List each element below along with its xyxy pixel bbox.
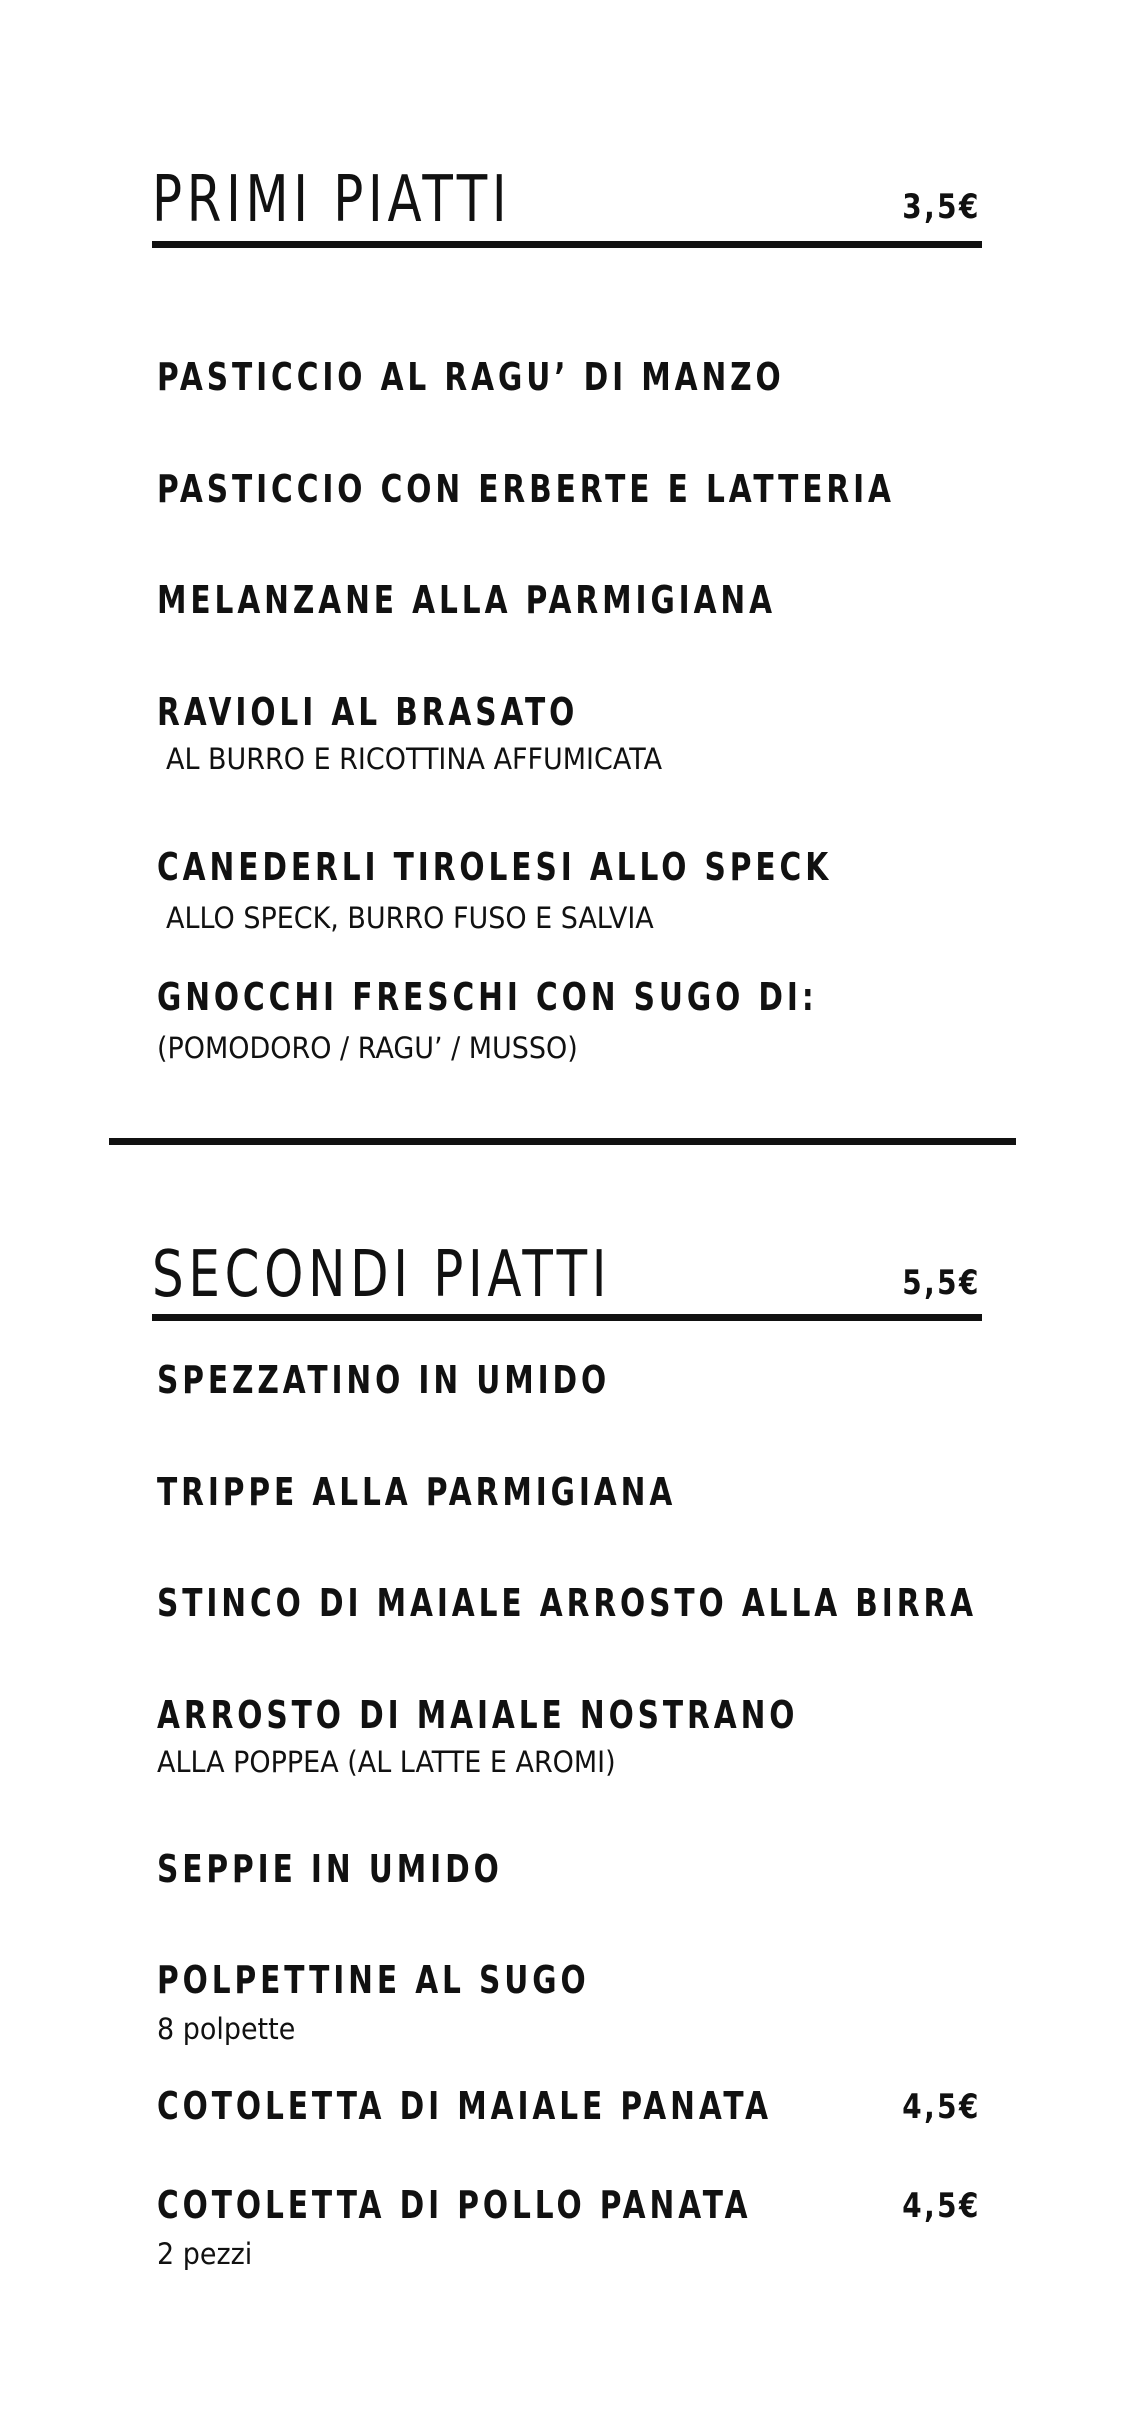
menu-item-name: COTOLETTA DI MAIALE PANATA [157, 2084, 773, 2128]
menu-item-description: 8 polpette [157, 2012, 296, 2046]
menu-item-description: 2 pezzi [157, 2237, 253, 2271]
menu-item-description: AL BURRO E RICOTTINA AFFUMICATA [166, 742, 663, 776]
menu-item-name: STINCO DI MAIALE ARROSTO ALLA BIRRA [157, 1581, 978, 1625]
section-underline-secondi-piatti [152, 1314, 982, 1321]
menu-item-price: 4,5€ [902, 2186, 981, 2226]
menu-item-name: RAVIOLI AL BRASATO [157, 690, 579, 734]
section-price-secondi-piatti: 5,5€ [902, 1263, 981, 1303]
menu-item-name: PASTICCIO CON ERBERTE E LATTERIA [157, 467, 895, 511]
menu-item-description: ALLA POPPEA (AL LATTE E AROMI) [157, 1745, 616, 1779]
menu-item-name: COTOLETTA DI POLLO PANATA [157, 2183, 752, 2227]
menu-item-name: MELANZANE ALLA PARMIGIANA [157, 578, 776, 622]
menu-item-price: 4,5€ [902, 2087, 981, 2127]
menu-item-name: TRIPPE ALLA PARMIGIANA [157, 1470, 677, 1514]
section-divider [109, 1138, 1016, 1145]
menu-item-description: (POMODORO / RAGU’ / MUSSO) [157, 1031, 578, 1065]
menu-item-description: ALLO SPECK, BURRO FUSO E SALVIA [166, 901, 654, 935]
menu-item-name: POLPETTINE AL SUGO [157, 1958, 590, 2002]
menu-item-name: PASTICCIO AL RAGU’ DI MANZO [157, 355, 785, 399]
menu-item-name: SPEZZATINO IN UMIDO [157, 1358, 611, 1402]
menu-item-name: SEPPIE IN UMIDO [157, 1847, 503, 1891]
section-price-primi-piatti: 3,5€ [902, 187, 981, 227]
menu-item-name: ARROSTO DI MAIALE NOSTRANO [157, 1693, 799, 1737]
section-title-primi-piatti: PRIMI PIATTI [152, 163, 512, 237]
menu-item-name: GNOCCHI FRESCHI CON SUGO DI: [157, 975, 818, 1019]
menu-item-name: CANEDERLI TIROLESI ALLO SPECK [157, 845, 833, 889]
section-underline-primi-piatti [152, 241, 982, 248]
section-title-secondi-piatti: SECONDI PIATTI [152, 1238, 612, 1312]
